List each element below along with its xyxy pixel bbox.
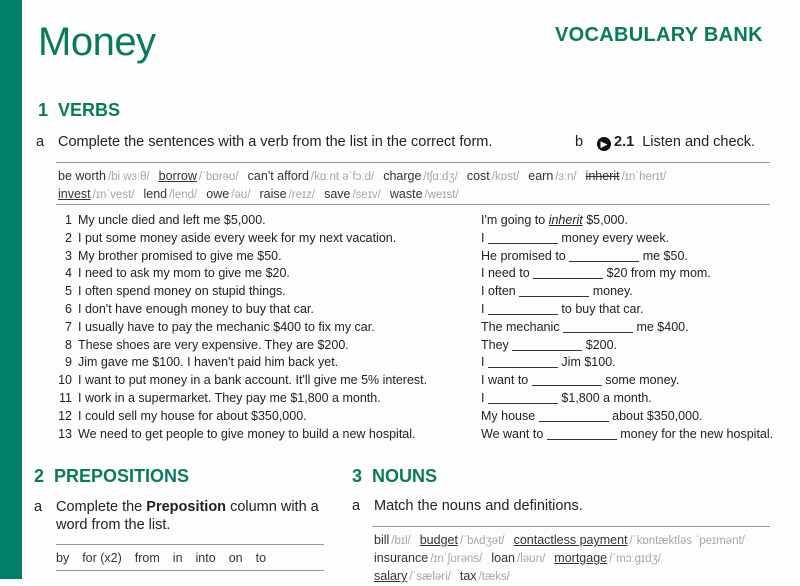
verbs-title: VERBS: [58, 100, 121, 120]
phonetic: /weɪst/: [424, 189, 459, 201]
answer-suffix: $20 from my mom.: [603, 266, 711, 281]
answer-prefix: I: [481, 230, 488, 245]
answer-suffix: money every week.: [557, 230, 670, 245]
answer-suffix: money.: [589, 284, 633, 299]
phonetic: /ɪnˈherɪt/: [621, 171, 667, 183]
word-text: mortgage: [554, 551, 608, 565]
answer-row: [481, 212, 773, 230]
word-text: inherit: [585, 169, 620, 183]
word-text: lend: [143, 187, 168, 201]
vocab-word: [374, 569, 451, 583]
answer-prefix: My house: [481, 408, 539, 423]
verbs-instruction-b: b ▶ 2.1 Listen and check.: [575, 134, 756, 150]
preposition-word: on: [228, 551, 243, 565]
sentence-number: 13: [58, 426, 72, 441]
vocab-word: [390, 187, 459, 201]
word-list-row: [374, 568, 754, 586]
preposition-word: for (x2): [82, 551, 122, 565]
answer-suffix: $200.: [582, 337, 618, 352]
preposition-word: into: [195, 551, 216, 565]
divider: [372, 526, 770, 527]
sentence-text: Jim gave me $100. I haven't paid him back yet.: [78, 355, 339, 370]
nouns-instruction: a Match the nouns and definitions.: [352, 498, 583, 514]
vocab-word: [159, 169, 239, 183]
verbs-instruction-a: a Complete the sentences with a verb from the list in the correct form.: [36, 134, 493, 150]
vocab-word: [143, 187, 197, 201]
sentence-row: [58, 265, 427, 283]
sentence-number: 4: [65, 266, 72, 281]
phonetic: /lend/: [169, 189, 198, 201]
answer-row: [481, 372, 773, 390]
phonetic: /kɑːnt əˈfɔːd/: [310, 171, 375, 183]
answer-blank[interactable]: [488, 231, 558, 244]
phonetic: /reɪz/: [288, 189, 316, 201]
sentence-number: 12: [58, 408, 72, 423]
sentence-row: [58, 283, 427, 301]
vocab-word: [383, 169, 458, 183]
verbs-number: 1: [38, 100, 49, 120]
word-text: salary: [374, 569, 408, 583]
phonetic: /kɒst/: [491, 171, 520, 183]
sentence-number: 10: [58, 373, 72, 388]
verbs-heading: [38, 100, 120, 121]
sentence-text: I want to put money in a bank account. It'll give me 5% interest.: [78, 373, 428, 388]
phonetic: /ˈsæləri/: [409, 571, 451, 583]
answer-prefix: I: [481, 301, 488, 316]
answer-blank[interactable]: [519, 284, 589, 297]
answer-suffix: me $400.: [632, 319, 689, 334]
answer-row: [481, 408, 773, 426]
prepositions-word-list: [56, 551, 279, 565]
sentence-number: 1: [65, 213, 72, 227]
answer-blank[interactable]: [532, 373, 602, 386]
verbs-answers: [481, 212, 773, 443]
vocab-word: [248, 169, 375, 183]
preposition-word: to: [255, 551, 267, 565]
vocab-word: [420, 533, 505, 547]
answer-blank[interactable]: [563, 320, 633, 333]
word-text: raise: [259, 187, 287, 201]
sentence-text: I need to ask my mom to give me $20.: [78, 266, 290, 281]
answer-row: [481, 319, 773, 337]
nouns-heading: 3 NOUNS: [352, 466, 438, 486]
divider: [56, 162, 770, 163]
vocab-word: [58, 169, 150, 183]
phonetic: /ˈmɔːgɪdʒ/: [609, 553, 662, 565]
phonetic: /ɜːn/: [555, 171, 577, 183]
vocab-word: [374, 551, 482, 565]
answer-row: [481, 301, 773, 319]
word-text: cost: [466, 169, 490, 183]
verbs-word-list: [58, 168, 675, 204]
word-text: contactless payment: [513, 533, 628, 547]
vocab-word: [260, 187, 316, 201]
answer-suffix: to buy that car.: [557, 301, 644, 316]
word-text: save: [324, 187, 351, 201]
green-page-edge: [0, 0, 22, 579]
answer-row: [481, 390, 773, 408]
sentence-row: [58, 212, 427, 230]
divider: [56, 204, 770, 205]
answer-prefix: I'm going to: [481, 213, 549, 227]
sentence-number: 2: [65, 230, 72, 245]
answer-blank[interactable]: [488, 302, 558, 315]
preposition-word: by: [56, 551, 70, 565]
phonetic: /seɪv/: [352, 189, 381, 201]
phonetic: /tʃɑːdʒ/: [423, 171, 458, 183]
sentence-text: I don't have enough money to buy that car.: [78, 301, 314, 316]
word-text: can't afford: [247, 169, 309, 183]
vocab-word: [491, 551, 545, 565]
answer-prefix: I want to: [481, 373, 532, 388]
phonetic: /ˈbʌdʒət/: [459, 535, 505, 547]
vocab-word: [514, 533, 745, 547]
answer-blank[interactable]: [512, 338, 582, 351]
sentence-row: [58, 390, 427, 408]
divider: [56, 544, 324, 545]
answer-row: [481, 248, 773, 266]
sentence-text: I often spend money on stupid things.: [78, 284, 286, 299]
word-text: borrow: [158, 169, 197, 183]
phonetic: /ɪnˈvest/: [92, 189, 135, 201]
word-text: budget: [419, 533, 458, 547]
word-list-row: [58, 186, 675, 204]
word-text: invest: [58, 187, 91, 201]
word-text: charge: [383, 169, 422, 183]
divider: [56, 570, 324, 571]
answer-suffix: about $350,000.: [608, 408, 703, 423]
answer-suffix: some money.: [601, 373, 680, 388]
word-text: loan: [491, 551, 516, 565]
sentence-number: 8: [65, 337, 72, 352]
answer-prefix: I: [481, 355, 488, 370]
sentence-number: 9: [65, 355, 72, 370]
vocab-word: [374, 533, 411, 547]
vocab-word: [528, 169, 576, 183]
phonetic: /əʊ/: [231, 189, 251, 201]
word-text: waste: [389, 187, 423, 201]
sentence-row: [58, 426, 427, 444]
phonetic: /tæks/: [478, 571, 510, 583]
sentence-text: I work in a supermarket. They pay me $1,800 a month.: [78, 390, 381, 405]
answer-suffix: $1,800 a month.: [557, 390, 652, 405]
sentence-row: [58, 248, 427, 266]
word-text: be worth: [58, 169, 106, 183]
answer-blank[interactable]: [488, 391, 558, 404]
answer-prefix: He promised to: [481, 248, 570, 263]
word-text: bill: [374, 533, 390, 547]
vocab-word: [460, 569, 510, 583]
answer-suffix: money for the new hospital.: [616, 426, 774, 441]
preposition-word: in: [172, 551, 183, 565]
answer-prefix: I: [481, 390, 488, 405]
phonetic: /ɪnˈʃʊrəns/: [430, 553, 483, 565]
word-list-row: [374, 550, 754, 568]
vocab-word: [206, 187, 250, 201]
word-text: owe: [206, 187, 230, 201]
answer-prefix: I often: [481, 284, 520, 299]
word-text: tax: [459, 569, 477, 583]
answer-prefix: The mechanic: [481, 319, 563, 334]
sentence-text: I usually have to pay the mechanic $400 to fix my car.: [78, 319, 375, 334]
sentence-number: 5: [65, 284, 72, 299]
sentence-row: [58, 337, 427, 355]
sentence-text: My brother promised to give me $50.: [78, 248, 282, 263]
phonetic: /ˈbɒrəʊ/: [198, 171, 239, 183]
vocab-word: [554, 551, 661, 565]
answer-row: [481, 283, 773, 301]
answer-row: [481, 265, 773, 283]
word-list-row: [58, 168, 675, 186]
answer-blank[interactable]: [547, 427, 617, 440]
verbs-sentences: [58, 212, 427, 443]
sentence-number: 11: [59, 390, 72, 405]
answer-row: [481, 230, 773, 248]
sentence-row: [58, 372, 427, 390]
answer-suffix: me $50.: [639, 248, 688, 263]
sentence-row: [58, 354, 427, 372]
vocab-word: [467, 169, 519, 183]
example-answer: inherit: [548, 213, 583, 227]
sentence-text: My uncle died and left me $5,000.: [78, 213, 266, 227]
sentence-row: [58, 301, 427, 319]
phonetic: /bɪl/: [391, 535, 411, 547]
sentence-text: I put some money aside every week for my next vacation.: [78, 230, 397, 245]
phonetic: /bi wɜːθ/: [107, 171, 150, 183]
page-title: Money: [38, 20, 156, 64]
sentence-row: [58, 230, 427, 248]
answer-blank[interactable]: [539, 409, 609, 422]
answer-row: [481, 337, 773, 355]
word-text: insurance: [374, 551, 429, 565]
answer-prefix: We want to: [481, 426, 547, 441]
sentence-number: 3: [65, 248, 72, 263]
answer-prefix: They: [481, 337, 513, 352]
answer-blank[interactable]: [533, 266, 603, 279]
vocab-word: [586, 169, 667, 183]
vocab-word: [58, 187, 134, 201]
sentence-text: These shoes are very expensive. They are $200.: [78, 337, 349, 352]
phonetic: /ləʊn/: [517, 553, 546, 565]
sentence-number: 6: [65, 301, 72, 316]
sentence-row: [58, 319, 427, 337]
answer-row: [481, 426, 773, 444]
section-label: VOCABULARY BANK: [555, 24, 763, 46]
answer-blank[interactable]: [488, 355, 558, 368]
answer-blank[interactable]: [569, 249, 639, 262]
answer-suffix: $5,000.: [582, 213, 628, 227]
nouns-word-list: [374, 532, 754, 586]
answer-prefix: I need to: [481, 266, 534, 281]
sentence-row: [58, 408, 427, 426]
audio-icon[interactable]: ▶: [597, 137, 611, 151]
preposition-word: from: [134, 551, 160, 565]
prepositions-instruction: a Complete the Preposition column with a word from the list.: [34, 499, 319, 533]
sentence-text: I could sell my house for about $350,000.: [78, 408, 307, 423]
answer-suffix: Jim $100.: [557, 355, 616, 370]
prepositions-heading: 2 PREPOSITIONS: [34, 466, 190, 486]
sentence-number: 7: [65, 319, 72, 334]
phonetic: /ˈkɒntæktləs ˈpeɪmənt/: [629, 535, 745, 547]
vocab-word: [324, 187, 381, 201]
answer-row: [481, 354, 773, 372]
sentence-text: We need to get people to give money to build a new hospital.: [78, 426, 416, 441]
word-list-row: [374, 532, 754, 550]
word-text: earn: [528, 169, 554, 183]
